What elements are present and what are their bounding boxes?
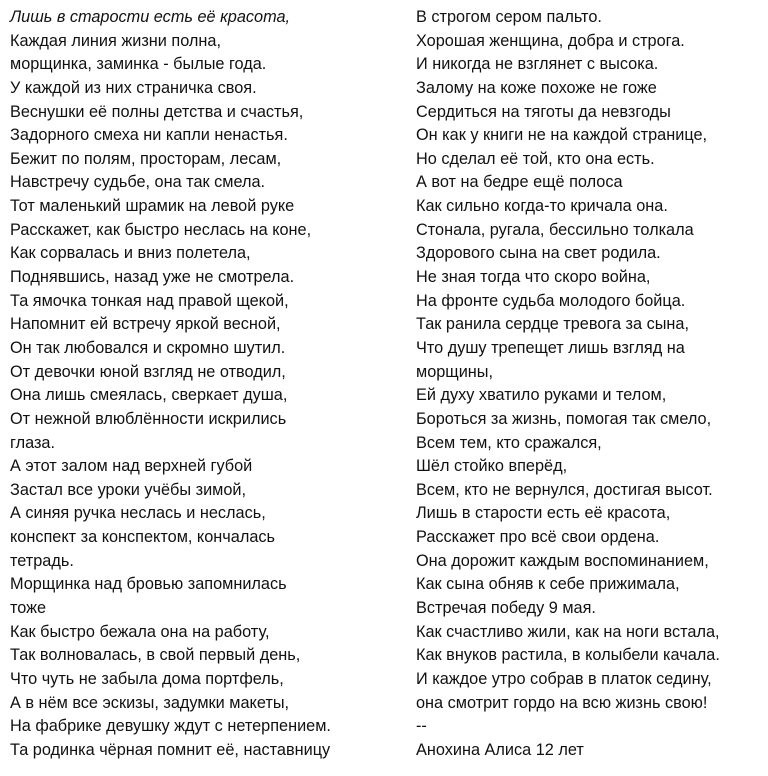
poem-line: Расскажет, как быстро неслась на коне,	[10, 220, 312, 239]
poem-line: В строгом сером пальто.	[416, 8, 602, 26]
poem-line: Он так любовался и скромно шутил.	[10, 338, 286, 357]
poem-line: И каждое утро собрав в платок седину,	[416, 669, 712, 688]
poem-line: Как сорвалась и вниз полетела,	[10, 244, 251, 263]
poem-line: Как счастливо жили, как на ноги встала,	[416, 622, 720, 641]
poem-line: Анохина Алиса 12 лет	[416, 740, 584, 759]
poem-line: глаза.	[10, 433, 55, 452]
poem-line: Каждая линия жизни полна,	[10, 31, 221, 50]
poem-line: Поднявшись, назад уже не смотрела.	[10, 268, 295, 287]
poem-line: Не зная тогда что скоро война,	[416, 268, 651, 287]
poem-line: Так ранила сердце тревога за сына,	[416, 315, 689, 334]
poem-line: морщинка, заминка - былые года.	[10, 55, 267, 74]
poem-line: Что душу трепещет лишь взгляд на	[416, 338, 685, 357]
poem-line: Как внуков растила, в колыбели качала.	[416, 646, 720, 665]
poem-line: На фронте судьба молодого бойца.	[416, 291, 686, 310]
poem-line: Бороться за жизнь, помогая так смело,	[416, 409, 712, 428]
poem-line: она смотрит гордо на всю жизнь свою!	[416, 693, 708, 712]
poem-line: А синяя ручка неслась и неслась,	[10, 504, 266, 523]
poem-line: Морщинка над бровью запомнилась	[10, 575, 287, 594]
poem-line: Она лишь смеялась, сверкает душа,	[10, 386, 288, 405]
poem-line: Веснушки её полны детства и счастья,	[10, 102, 304, 121]
poem-line: морщины,	[416, 362, 494, 381]
poem-line: На фабрике девушку ждут с нетерпением.	[10, 717, 331, 736]
poem-line: тетрадь.	[10, 551, 74, 570]
poem-line: Та родинка чёрная помнит её, наставницу	[10, 740, 331, 759]
poem-line: Как сына обняв к себе прижимала,	[416, 575, 680, 594]
poem-line: Напомнит ей встречу яркой весной,	[10, 315, 281, 334]
poem-line: А вот на бедре ещё полоса	[416, 173, 623, 192]
poem-line: Залому на коже похоже не гоже	[416, 78, 657, 97]
poem-line: Ей духу хватило руками и телом,	[416, 386, 667, 405]
poem-line: Задорного смеха ни капли ненастья.	[10, 126, 288, 145]
poem-line: Шёл стойко вперёд,	[416, 457, 568, 476]
poem-line: Встречая победу 9 мая.	[416, 599, 596, 618]
poem-line: Стонала, ругала, бессильно толкала	[416, 220, 694, 239]
poem-line: конспект за конспектом, кончалась	[10, 528, 275, 547]
poem-right-column	[416, 6, 766, 763]
poem-line: От девочки юной взгляд не отводил,	[10, 362, 286, 381]
poem-line: Расскажет про всё свои ордена.	[416, 528, 660, 547]
poem-line: Всем тем, кто сражался,	[416, 433, 602, 452]
poem-line: --	[416, 717, 427, 736]
poem-line: А этот залом над верхней губой	[10, 457, 253, 476]
poem-line: Хорошая женщина, добра и строга.	[416, 31, 685, 50]
poem-line: Она дорожит каждым воспоминанием,	[416, 551, 709, 570]
poem-line: Та ямочка тонкая над правой щекой,	[10, 291, 289, 310]
poem-line: Что чуть не забыла дома портфель,	[10, 669, 284, 688]
poem-line: Бежит по полям, просторам, лесам,	[10, 149, 282, 168]
poem-line: А в нём все эскизы, задумки макеты,	[10, 693, 290, 712]
poem-line: Тот маленький шрамик на левой руке	[10, 197, 295, 216]
poem-line: Застал все уроки учёбы зимой,	[10, 480, 247, 499]
poem-line: Но сделал её той, кто она есть.	[416, 149, 655, 168]
poem-line: Всем, кто не вернулся, достигая высот.	[416, 480, 713, 499]
poem-left-column	[10, 6, 400, 763]
poem-line: Навстречу судьбе, она так смела.	[10, 173, 266, 192]
poem-line: тоже	[10, 599, 47, 618]
poem-line: Так волновалась, в свой первый день,	[10, 646, 301, 665]
poem-line: Он как у книги не на каждой странице,	[416, 126, 708, 145]
poem-line: Сердиться на тяготы да невзгоды	[416, 102, 671, 121]
poem-line: От нежной влюблённости искрились	[10, 409, 287, 428]
poem-line: И никогда не взглянет с высока.	[416, 55, 659, 74]
poem-line: Лишь в старости есть её красота,	[416, 504, 671, 523]
poem-line: Как быстро бежала она на работу,	[10, 622, 270, 641]
poem-line: У каждой из них страничка своя.	[10, 78, 257, 97]
poem-line: Здорового сына на свет родила.	[416, 244, 661, 263]
poem-line: Лишь в старости есть её красота,	[10, 8, 291, 26]
poem-line: Как сильно когда-то кричала она.	[416, 197, 668, 216]
